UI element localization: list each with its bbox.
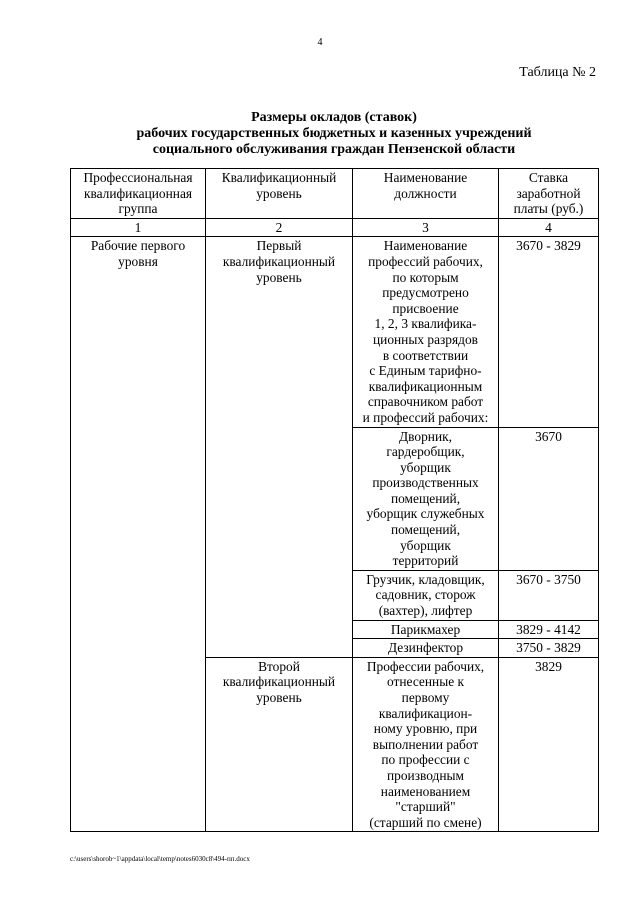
title-line-1: Размеры окладов (ставок) [251, 110, 417, 125]
title-line-2: рабочих государственных бюджетных и казенных учреждений [136, 126, 532, 141]
header-position: Наименование должности [353, 169, 499, 219]
column-number-row [71, 218, 599, 237]
level-cell-first: Первый квалификационный уровень [206, 237, 353, 657]
position-cell: Парикмахер [353, 620, 499, 639]
header-level: Квалификационный уровень [206, 169, 353, 219]
rate-cell: 3829 - 4142 [499, 620, 599, 639]
position-cell: Наименование профессий рабочих, по которым предусмотрено присвоение 1, 2, 3 квалифика- ционных разрядов в соответствии с Единым тарифно- квалификационным справочником работ и профессий рабочих: [353, 237, 499, 427]
position-cell: Дезинфектор [353, 639, 499, 658]
rate-cell: 3750 - 3829 [499, 639, 599, 658]
table-row [71, 237, 599, 427]
rate-cell: 3670 - 3750 [499, 570, 599, 620]
header-group: Профессиональная квалификационная группа [71, 169, 206, 219]
rate-cell: 3670 - 3829 [499, 237, 599, 427]
column-number: 2 [206, 218, 353, 237]
column-number: 3 [353, 218, 499, 237]
position-cell: Дворник, гардеробщик, уборщик производственных помещений, уборщик служебных помещений, уборщик территорий [353, 427, 499, 570]
table-caption: Таблица № 2 [519, 65, 596, 80]
column-number: 1 [71, 218, 206, 237]
column-number: 4 [499, 218, 599, 237]
table-header-row [71, 169, 599, 219]
group-cell: Рабочие первого уровня [71, 237, 206, 832]
rate-cell: 3829 [499, 657, 599, 832]
position-cell: Профессии рабочих, отнесенные к первому квалификацион- ному уровню, при выполнении работ по профессии с производным наименованием "старший" (старший по смене) [353, 657, 499, 832]
footer-file-path: c:\users\shorob~1\appdata\local\temp\notes6030c8\494-пп.docx [70, 855, 250, 863]
rate-cell: 3670 [499, 427, 599, 570]
page-number: 4 [317, 37, 323, 48]
salary-rates-table [70, 168, 599, 832]
level-cell-second: Второй квалификационный уровень [206, 657, 353, 832]
header-rate: Ставка заработной платы (руб.) [499, 169, 599, 219]
title-line-3: социального обслуживания граждан Пензенской области [152, 142, 516, 157]
document-title [70, 110, 598, 158]
position-cell: Грузчик, кладовщик, садовник, сторож (вахтер), лифтер [353, 570, 499, 620]
